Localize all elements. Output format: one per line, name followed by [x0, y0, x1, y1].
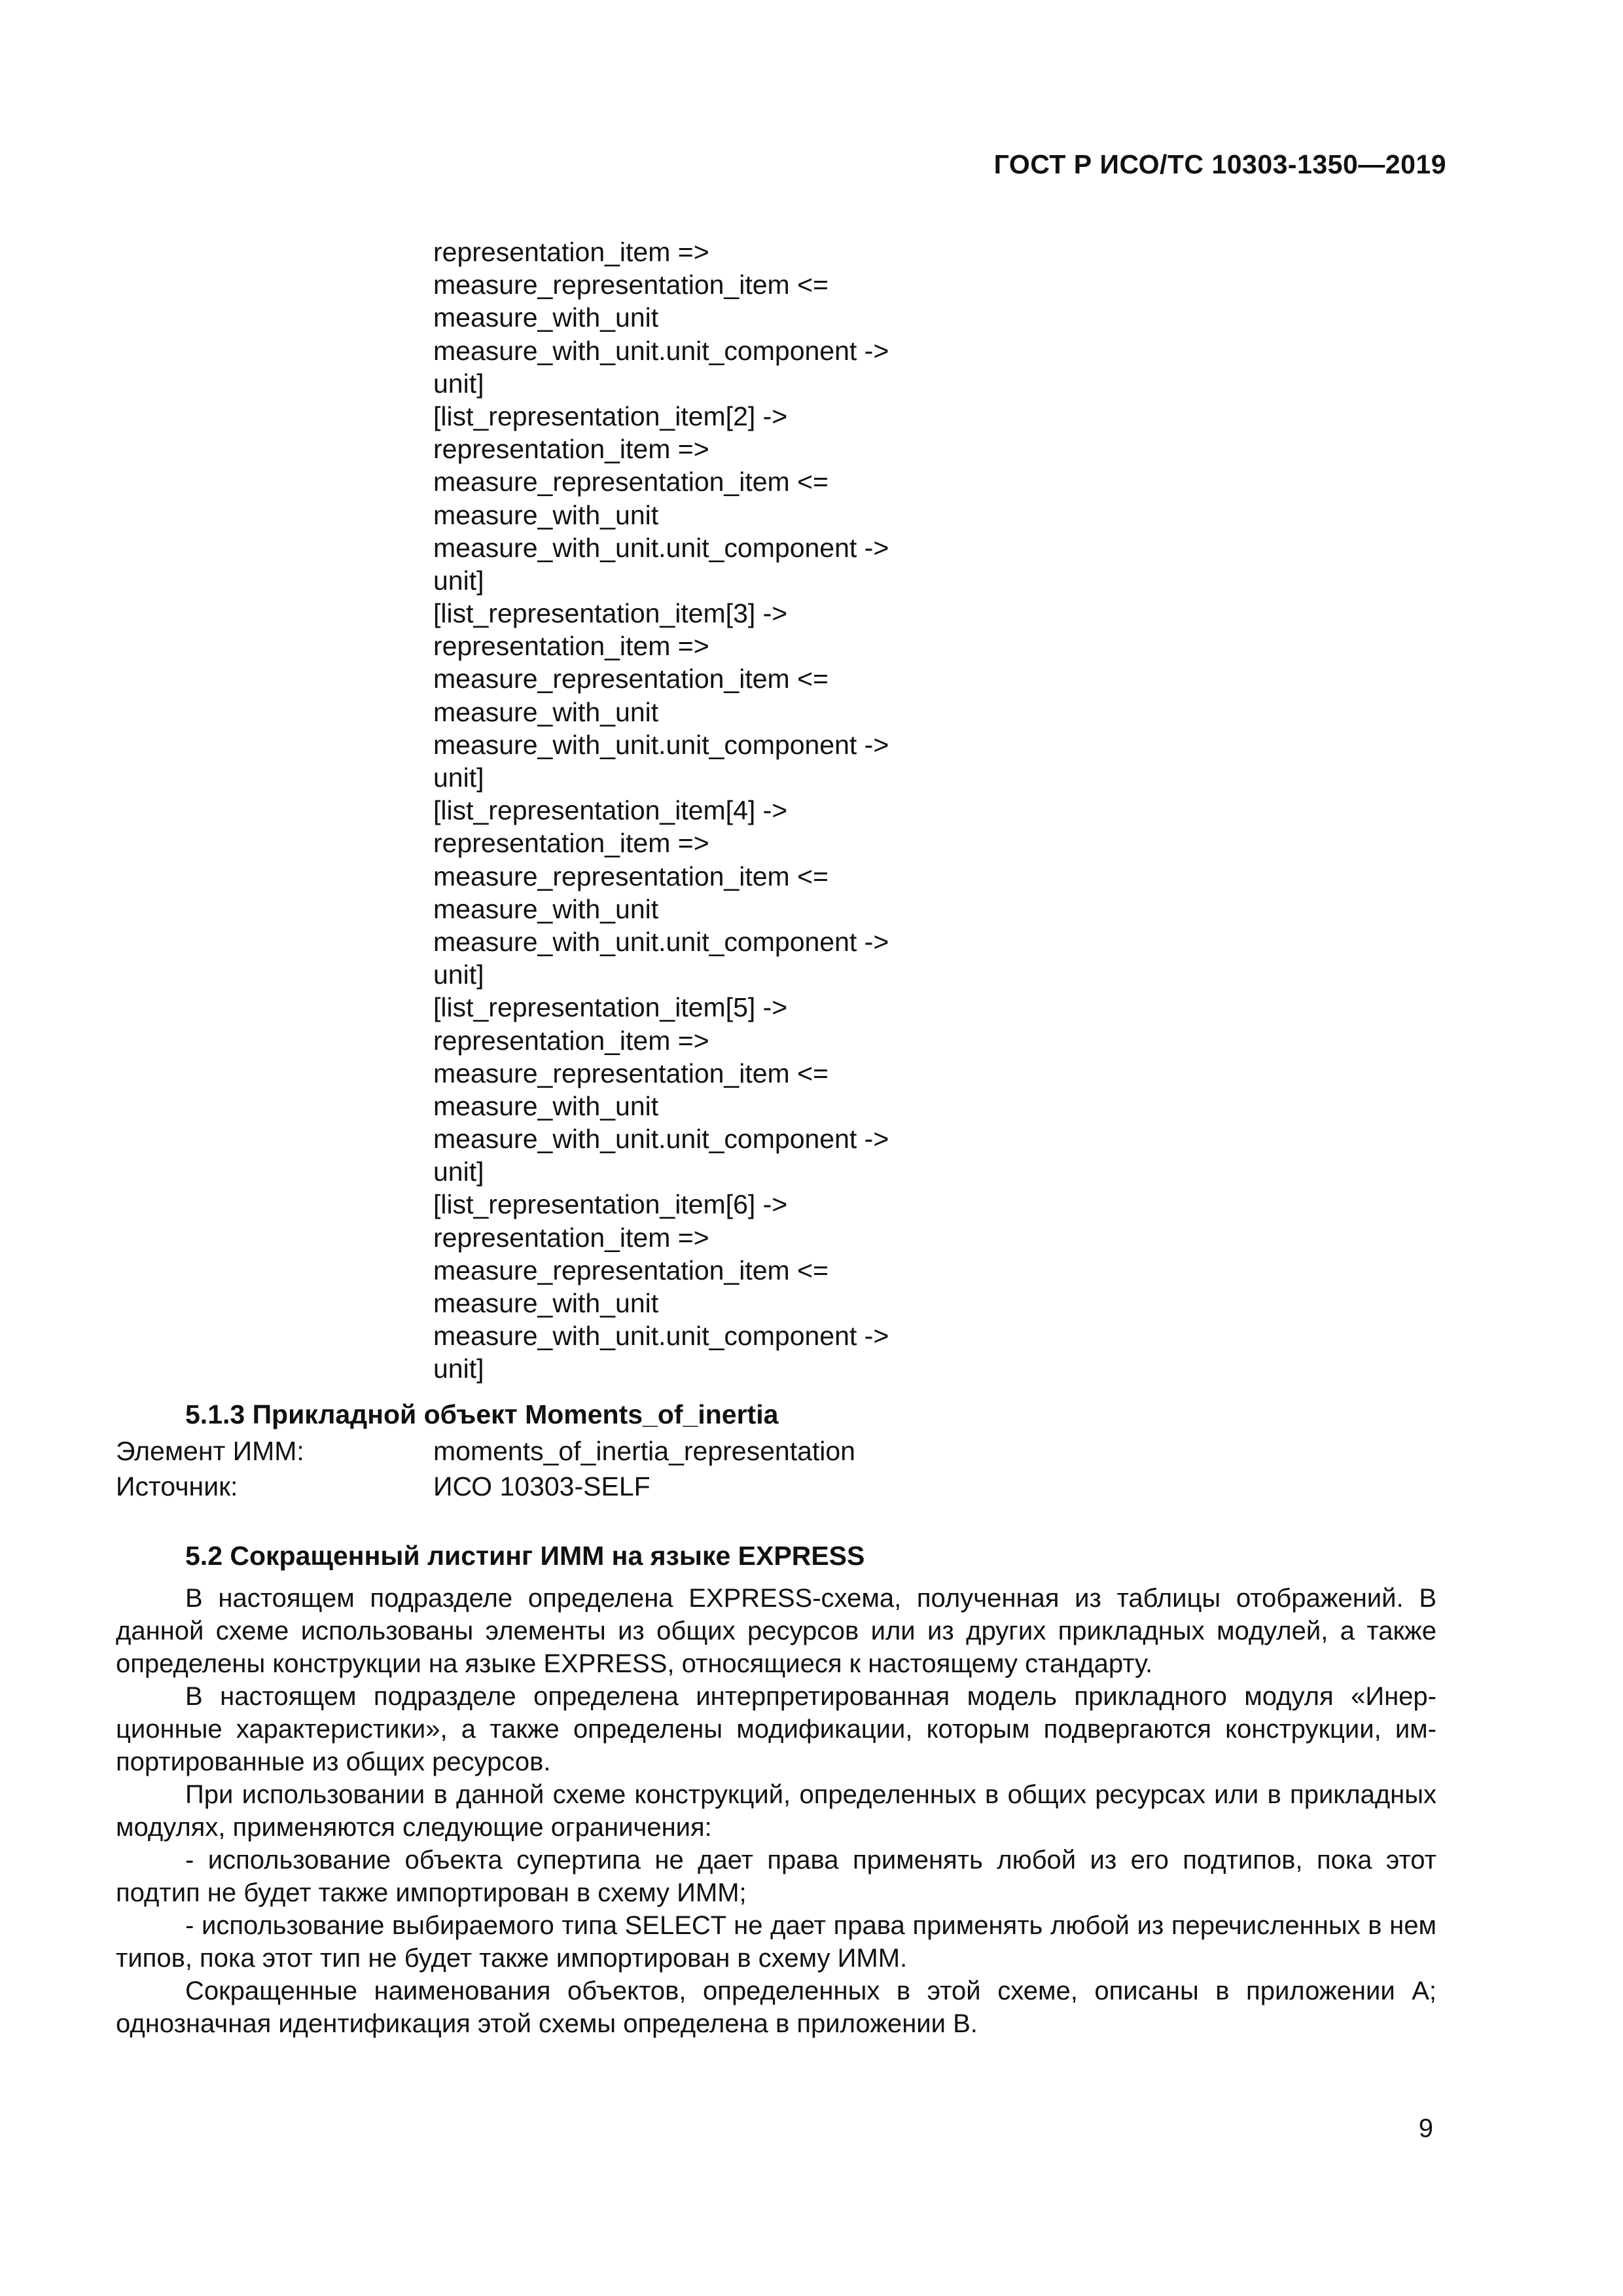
paragraph: В настоящем подразделе определена интерпретированная модель прикладного модуля «Инерционные характеристики», а также определены модификации, которым подвергаются конструкции, импортированные из общих ресурсов.: [116, 1682, 1436, 1776]
mapping-line: measure_with_unit: [433, 499, 659, 530]
document-header-id: ГОСТ Р ИСО/ТС 10303-1350—2019: [993, 149, 1446, 179]
mapping-line: unit]: [433, 1354, 484, 1384]
mapping-line: representation_item =>: [433, 237, 709, 267]
mapping-line: measure_with_unit: [433, 893, 659, 924]
mapping-line: representation_item =>: [433, 434, 709, 465]
source-value: ИСО 10303-SELF: [433, 1471, 651, 1501]
mapping-line: measure_with_unit.unit_component ->: [433, 335, 889, 366]
mapping-line: representation_item =>: [433, 1222, 709, 1253]
subsection-title-513: 5.1.3 Прикладной объект Moments_of_inertia: [185, 1399, 779, 1429]
mapping-line: representation_item =>: [433, 631, 709, 662]
mapping-line: [list_representation_item[3] ->: [433, 598, 788, 629]
mapping-line: measure_representation_item <=: [433, 1058, 829, 1088]
section-52-body: [116, 1582, 1436, 2040]
mapping-line: measure_with_unit: [433, 1288, 659, 1318]
bullet-paragraph: - использование выбираемого типа SELECT не дает права применять любой из перечисленных в нем типов, пока этот тип не будет также импортирован в схему ИММ.: [116, 1911, 1436, 1973]
mapping-line: representation_item =>: [433, 828, 709, 859]
mapping-line: unit]: [433, 1157, 484, 1187]
mapping-line: measure_representation_item <=: [433, 467, 829, 497]
mapping-line: unit]: [433, 368, 484, 399]
section-title-52: 5.2 Сокращенный листинг ИММ на языке EXPRESS: [185, 1541, 865, 1571]
mapping-line: [list_representation_item[5] ->: [433, 992, 788, 1023]
mapping-line: measure_with_unit: [433, 696, 659, 727]
mapping-line: measure_representation_item <=: [433, 1255, 829, 1285]
page-number: 9: [1418, 2114, 1433, 2143]
mapping-line: measure_representation_item <=: [433, 664, 829, 694]
mapping-listing: [433, 236, 889, 1386]
mapping-line: measure_representation_item <=: [433, 861, 829, 891]
mapping-line: measure_with_unit.unit_component ->: [433, 1321, 889, 1352]
mapping-line: measure_with_unit.unit_component ->: [433, 926, 889, 957]
mapping-line: measure_with_unit.unit_component ->: [433, 729, 889, 760]
paragraph: Сокращенные наименования объектов, определенных в этой схеме, описаны в приложении А; однозначная идентификация этой схемы определена в приложении В.: [116, 1977, 1436, 2038]
mapping-line: [list_representation_item[6] ->: [433, 1189, 788, 1220]
aim-element-value: moments_of_inertia_representation: [433, 1436, 855, 1466]
mapping-line: measure_representation_item <=: [433, 270, 829, 300]
mapping-line: measure_with_unit.unit_component ->: [433, 532, 889, 563]
mapping-line: unit]: [433, 565, 484, 596]
mapping-line: unit]: [433, 960, 484, 990]
mapping-line: measure_with_unit.unit_component ->: [433, 1124, 889, 1155]
mapping-line: unit]: [433, 762, 484, 793]
mapping-line: representation_item =>: [433, 1025, 709, 1056]
aim-element-label: Элемент ИММ:: [116, 1436, 304, 1466]
bullet-paragraph: - использование объекта супертипа не дает права применять любой из его подтипов, пока этот подтип не будет также импортирован в схему ИММ;: [116, 1846, 1436, 1907]
mapping-line: measure_with_unit: [433, 1090, 659, 1121]
mapping-line: [list_representation_item[2] ->: [433, 401, 788, 431]
paragraph: В настоящем подразделе определена EXPRESS-схема, полученная из таблицы отображений. В данной схеме использованы элементы из общих ресурсов или из других прикладных модулей, а также определены конструкции на языке EXPRESS, относящиеся к настоящему стандарту.: [116, 1584, 1436, 1678]
mapping-line: [list_representation_item[4] ->: [433, 795, 788, 826]
mapping-line: measure_with_unit: [433, 302, 659, 333]
paragraph: При использовании в данной схеме конструкций, определенных в общих ресурсах или в прикладных модулях, применяются следующие ограничения:: [116, 1780, 1436, 1842]
source-label: Источник:: [116, 1471, 238, 1501]
